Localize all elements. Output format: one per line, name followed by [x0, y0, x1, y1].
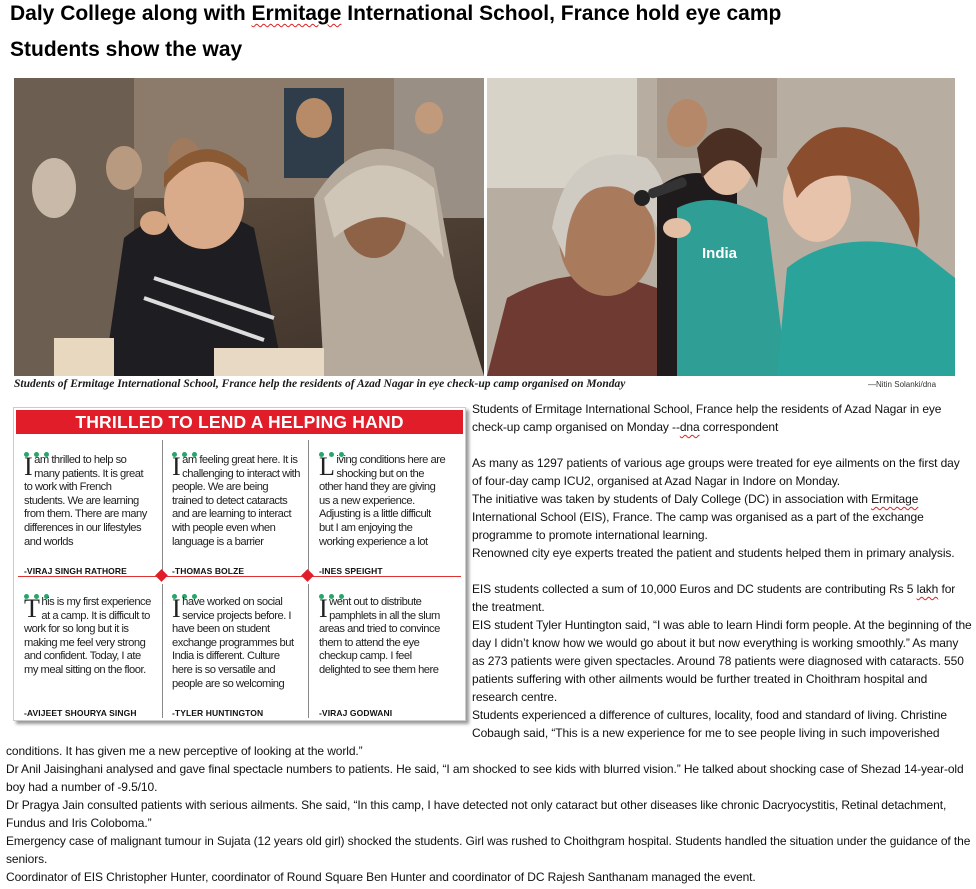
quote-author: -INES SPEIGHT [319, 566, 383, 576]
quote-card [311, 580, 451, 720]
article-paragraph: Students experienced a difference of cultures, locality, food and standard of living. Christine Cobaugh said, “This is a new experience for me to see people living in such impoverished [472, 708, 948, 740]
divider [308, 584, 309, 718]
quote-author: -VIRAJ SINGH RATHORE [24, 566, 127, 576]
dots-icon [319, 444, 359, 450]
divider [162, 584, 163, 718]
article-paragraph: Coordinator of EIS Christopher Hunter, coordinator of Round Square Ben Hunter and coordinator of DC Rajesh Santhanam managed the event. [6, 870, 756, 884]
dots-icon [319, 586, 359, 592]
headline-text: International School, France hold eye camp [341, 2, 782, 25]
quote-author: -AVIJEET SHOURYA SINGH [24, 708, 137, 718]
dots-icon [24, 444, 64, 450]
photo-illustration [487, 78, 955, 376]
quote-author: -VIRAJ GODWANI [319, 708, 393, 718]
article-paragraph: Emergency case of malignant tumour in Sujata (12 years old girl) shocked the students. Girl was rushed to Choithgram hospital. Students handled the situation under the guidance of the seniors. [6, 834, 971, 866]
divider [162, 440, 163, 574]
headline-line2: Students show the way [10, 38, 243, 61]
tshirt-text: India [702, 245, 738, 262]
article-paragraph: Dr Pragya Jain consulted patients with serious ailments. She said, “In this camp, I have detected not only cataract but other diseases like chronic Dacryocystitis, Retinal detachment, Fundus and Iris Coloboma.” [6, 798, 947, 830]
article-paragraph: Renowned city eye experts treated the patient and students helped them in primary analysis. [472, 546, 955, 560]
quote-author: -TYLER HUNTINGTON [172, 708, 264, 718]
headline-line1 [10, 2, 781, 26]
photo-eye-camp-right [487, 78, 955, 376]
infobox-title: THRILLED TO LEND A HELPING HAND [16, 410, 463, 434]
helping-hand-infobox [13, 407, 466, 721]
quote-card [311, 438, 451, 578]
quote-card [16, 438, 156, 578]
spellcheck-word: dna [679, 420, 700, 434]
photo-credit: —Nitin Solanki/dna [868, 380, 937, 389]
quote-author: -THOMAS BOLZE [172, 566, 245, 576]
quote-card [164, 580, 304, 720]
quote-text: Iam feeling great here. It is challenging to interact with people. We are being trained to detect cataracts and are learning to interact with people even when language is a barrier [172, 452, 301, 548]
photo-eye-camp-left [14, 78, 484, 376]
dots-icon [24, 586, 64, 592]
spellcheck-word: lakh [916, 582, 939, 596]
article-paragraph: Students of Ermitage International School, France help the residents of Azad Nagar in eye check-up camp organised on Monday --dna correspondent [472, 402, 942, 434]
spellcheck-word: Ermitage [871, 492, 919, 506]
article-paragraph: EIS student Tyler Huntington said, “I was able to learn Hindi form people. At the beginning of the day I didn’t know how we would go about it but now everything is working smoothly.” As many as 273 patients were given spectacles. Around 78 patients were diagnosed with cataracts. 550 patients suffering with other ailments would be further treated in Choithram hospital and research centre. [472, 618, 972, 704]
divider [308, 440, 309, 574]
article-paragraph: conditions. It has given me a new perceptive of looking at the world.” [6, 744, 363, 758]
article-paragraph: EIS students collected a sum of 10,000 Euros and DC students are contributing Rs 5 lakh for the treatment. [472, 582, 956, 614]
dots-icon [172, 444, 212, 450]
quote-text: Iam thrilled to help so many patients. It is great to work with French students. We are learning from them. There are many differences in our lifestyles and worlds [24, 452, 147, 548]
quote-text: Ihave worked on social service projects before. I have been on student exchange programmes but India is different. Culture here is so versatile and people are so welcoming [172, 594, 294, 690]
divider [18, 576, 461, 577]
photo-caption: Students of Ermitage International School, France help the residents of Azad Nagar in eye check-up camp organised on Monday [14, 378, 626, 390]
spellcheck-word: Ermitage [251, 2, 342, 25]
headline-text: Daly College along with [10, 2, 252, 25]
article-paragraph: Dr Anil Jaisinghani analysed and gave final spectacle numbers to patients. He said, “I am shocked to see kids with blurred vision.” He talked about shocking case of Shezad 14-year-old boy had a number of -9.5/10. [6, 762, 964, 794]
quote-text: Iwent out to distribute pamphlets in all the slum areas and tried to convince them to attend the eye checkup camp. I feel delighted to see them here [319, 594, 440, 676]
quote-card [164, 438, 304, 578]
quote-text: This is my first experience at a camp. It is difficult to work for so long but it is making me feel very strong and confident. Today, I ate my meal sitting on the floor. [24, 594, 151, 676]
photo-illustration [14, 78, 484, 376]
dots-icon [172, 586, 212, 592]
quote-card [16, 580, 156, 720]
article-paragraph: As many as 1297 patients of various age groups were treated for eye ailments on the first day of four-day camp ICU2, organised at Azad Nagar in Indore on Monday. [472, 456, 960, 488]
article-paragraph: The initiative was taken by students of Daly College (DC) in association with Ermitage International School (EIS), France. The camp was organised as a part of the exchange programme to promote international learning. [472, 492, 924, 542]
quote-text: Living conditions here are shocking but on the other hand they are giving us a new experience. Adjusting is a little difficult but I am enjoying the working experience a lot [319, 452, 446, 548]
